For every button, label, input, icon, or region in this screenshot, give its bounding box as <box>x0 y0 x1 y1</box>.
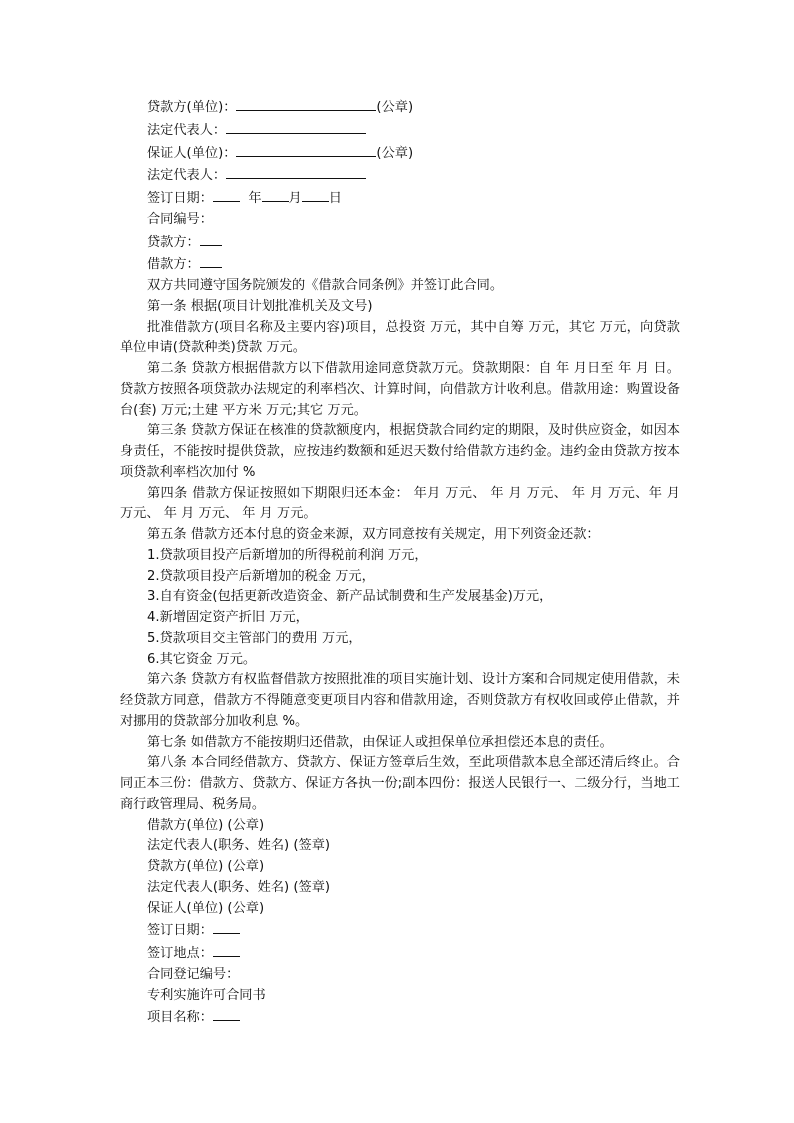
lender-unit-line <box>120 96 680 119</box>
next-contract-title: 专利实施许可合同书 <box>147 987 266 1003</box>
footer-sign-date-line <box>120 919 680 942</box>
lender-unit-label: 贷款方(单位)： <box>147 100 237 115</box>
lender-line <box>120 231 680 254</box>
month-blank[interactable] <box>262 187 289 202</box>
legal-rep-line <box>120 164 680 187</box>
article-5-item: 3.自有资金(包括更新改造资金、新产品试制费和生产发展基金)万元， <box>147 589 553 605</box>
article-7: 第七条 如借款方不能按期归还借款，由保证人或担保单位承担偿还本息的责任。 <box>147 734 613 750</box>
project-name-blank[interactable] <box>213 1006 240 1021</box>
legal-rep-blank[interactable] <box>226 164 366 179</box>
legal-rep-blank[interactable] <box>226 119 366 134</box>
legal-rep-line <box>120 119 680 142</box>
day-blank[interactable] <box>302 187 329 202</box>
borrower-rep-sign: 法定代表人(职务、姓名) (签章) <box>147 838 331 854</box>
year-label: 年 <box>248 191 262 206</box>
article-5: 第五条 借款方还本付息的资金来源，双方同意按有关规定，用下列资金还款： <box>147 527 600 542</box>
contract-document <box>120 96 680 1029</box>
seal-label: (公章) <box>376 100 414 115</box>
legal-rep-label: 法定代表人： <box>147 122 227 138</box>
footer-sign-place-blank[interactable] <box>213 942 240 957</box>
article-5-item: 2.贷款项目投产后新增加的税金 万元， <box>147 568 375 584</box>
legal-rep-label: 法定代表人： <box>147 168 227 184</box>
article-1-title: 第一条 根据(项目计划批准机关及文号) <box>147 298 373 314</box>
borrower-label: 借款方： <box>147 257 200 273</box>
guarantor-unit-line <box>120 142 680 165</box>
guarantor-unit-label: 保证人(单位)： <box>147 145 237 161</box>
sign-date-label: 签订日期： <box>147 191 213 206</box>
article-5-item: 6.其它资金 万元。 <box>147 651 257 667</box>
lender-unit-sign: 贷款方(单位) (公章) <box>147 859 265 874</box>
article-5-item: 1.贷款项目投产后新增加的所得税前利润 万元， <box>147 547 428 563</box>
contract-no-line <box>120 210 680 231</box>
sign-date-line <box>120 187 680 210</box>
month-label: 月 <box>288 191 302 206</box>
article-4: 第四条 借款方保证按照如下期限归还本金： 年月 万元、 年 月 万元、 年 月 万元、年 月 万元、 年 月 万元、 年 月 万元。 <box>120 485 680 522</box>
lender-unit-blank[interactable] <box>236 96 376 111</box>
borrower-line <box>120 253 680 276</box>
lender-label: 贷款方： <box>147 234 200 250</box>
footer-sign-place-label: 签订地点： <box>147 946 213 961</box>
intro-text: 双方共同遵守国务院颁发的《借款合同条例》并签订此合同。 <box>147 278 504 293</box>
article-1-body: 批准借款方(项目名称及主要内容)项目，总投资 万元，其中自筹 万元，其它 万元，向贷款单位申请(贷款种类)贷款 万元。 <box>120 319 680 356</box>
article-5-item: 4.新增固定资产折旧 万元， <box>147 610 309 625</box>
year-blank[interactable] <box>213 187 240 202</box>
contract-no-label: 合同编号： <box>147 211 213 227</box>
project-name-line <box>120 1006 680 1029</box>
article-2: 第二条 贷款方根据借款方以下借款用途同意贷款万元。贷款期限：自 年 月日至 年 月 日。贷款方按照各项贷款办法规定的利率档次、计算时间，向借款方计收利息。借款用途：购置设备 台(套) 万元;土建 平方米 万元;其它 万元。 <box>120 361 680 418</box>
lender-rep-sign: 法定代表人(职务、姓名) (签章) <box>147 879 331 895</box>
lender-blank[interactable] <box>200 231 222 246</box>
article-3: 第三条 贷款方保证在核准的贷款额度内，根据贷款合同约定的期限，及时供应资金，如因本身责任，不能按时提供贷款，应按违约数额和延迟天数付给借款方违约金。违约金由贷款方按本项贷款利率档次加付 % <box>120 423 680 480</box>
borrower-unit-sign: 借款方(单位) (公章) <box>147 817 265 833</box>
footer-sign-date-label: 签订日期： <box>147 923 213 939</box>
footer-sign-date-blank[interactable] <box>213 919 240 934</box>
registration-no-line: 合同登记编号： <box>147 966 240 982</box>
project-name-label: 项目名称： <box>147 1010 213 1026</box>
day-label: 日 <box>328 191 342 206</box>
footer-sign-place-line <box>120 942 680 965</box>
guarantor-unit-blank[interactable] <box>236 142 376 157</box>
borrower-blank[interactable] <box>200 253 222 268</box>
guarantor-unit-sign: 保证人(单位) (公章) <box>147 900 265 916</box>
article-8: 第八条 本合同经借款方、贷款方、保证方签章后生效，至此项借款本息全部还清后终止。合同正本三份：借款方、贷款方、保证方各执一份;副本四份：报送人民银行一、二级分行，当地工商行政管理局、税务局。 <box>120 755 680 812</box>
article-6: 第六条 贷款方有权监督借款方按照批准的项目实施计划、设计方案和合同规定使用借款，未经贷款方同意，借款方不得随意变更项目内容和借款用途，否则贷款方有权收回或停止借款，并对挪用的贷款部分加收利息 %。 <box>120 672 680 729</box>
seal-label: (公章) <box>376 145 414 161</box>
article-5-item: 5.贷款项目交主管部门的费用 万元， <box>147 630 362 646</box>
